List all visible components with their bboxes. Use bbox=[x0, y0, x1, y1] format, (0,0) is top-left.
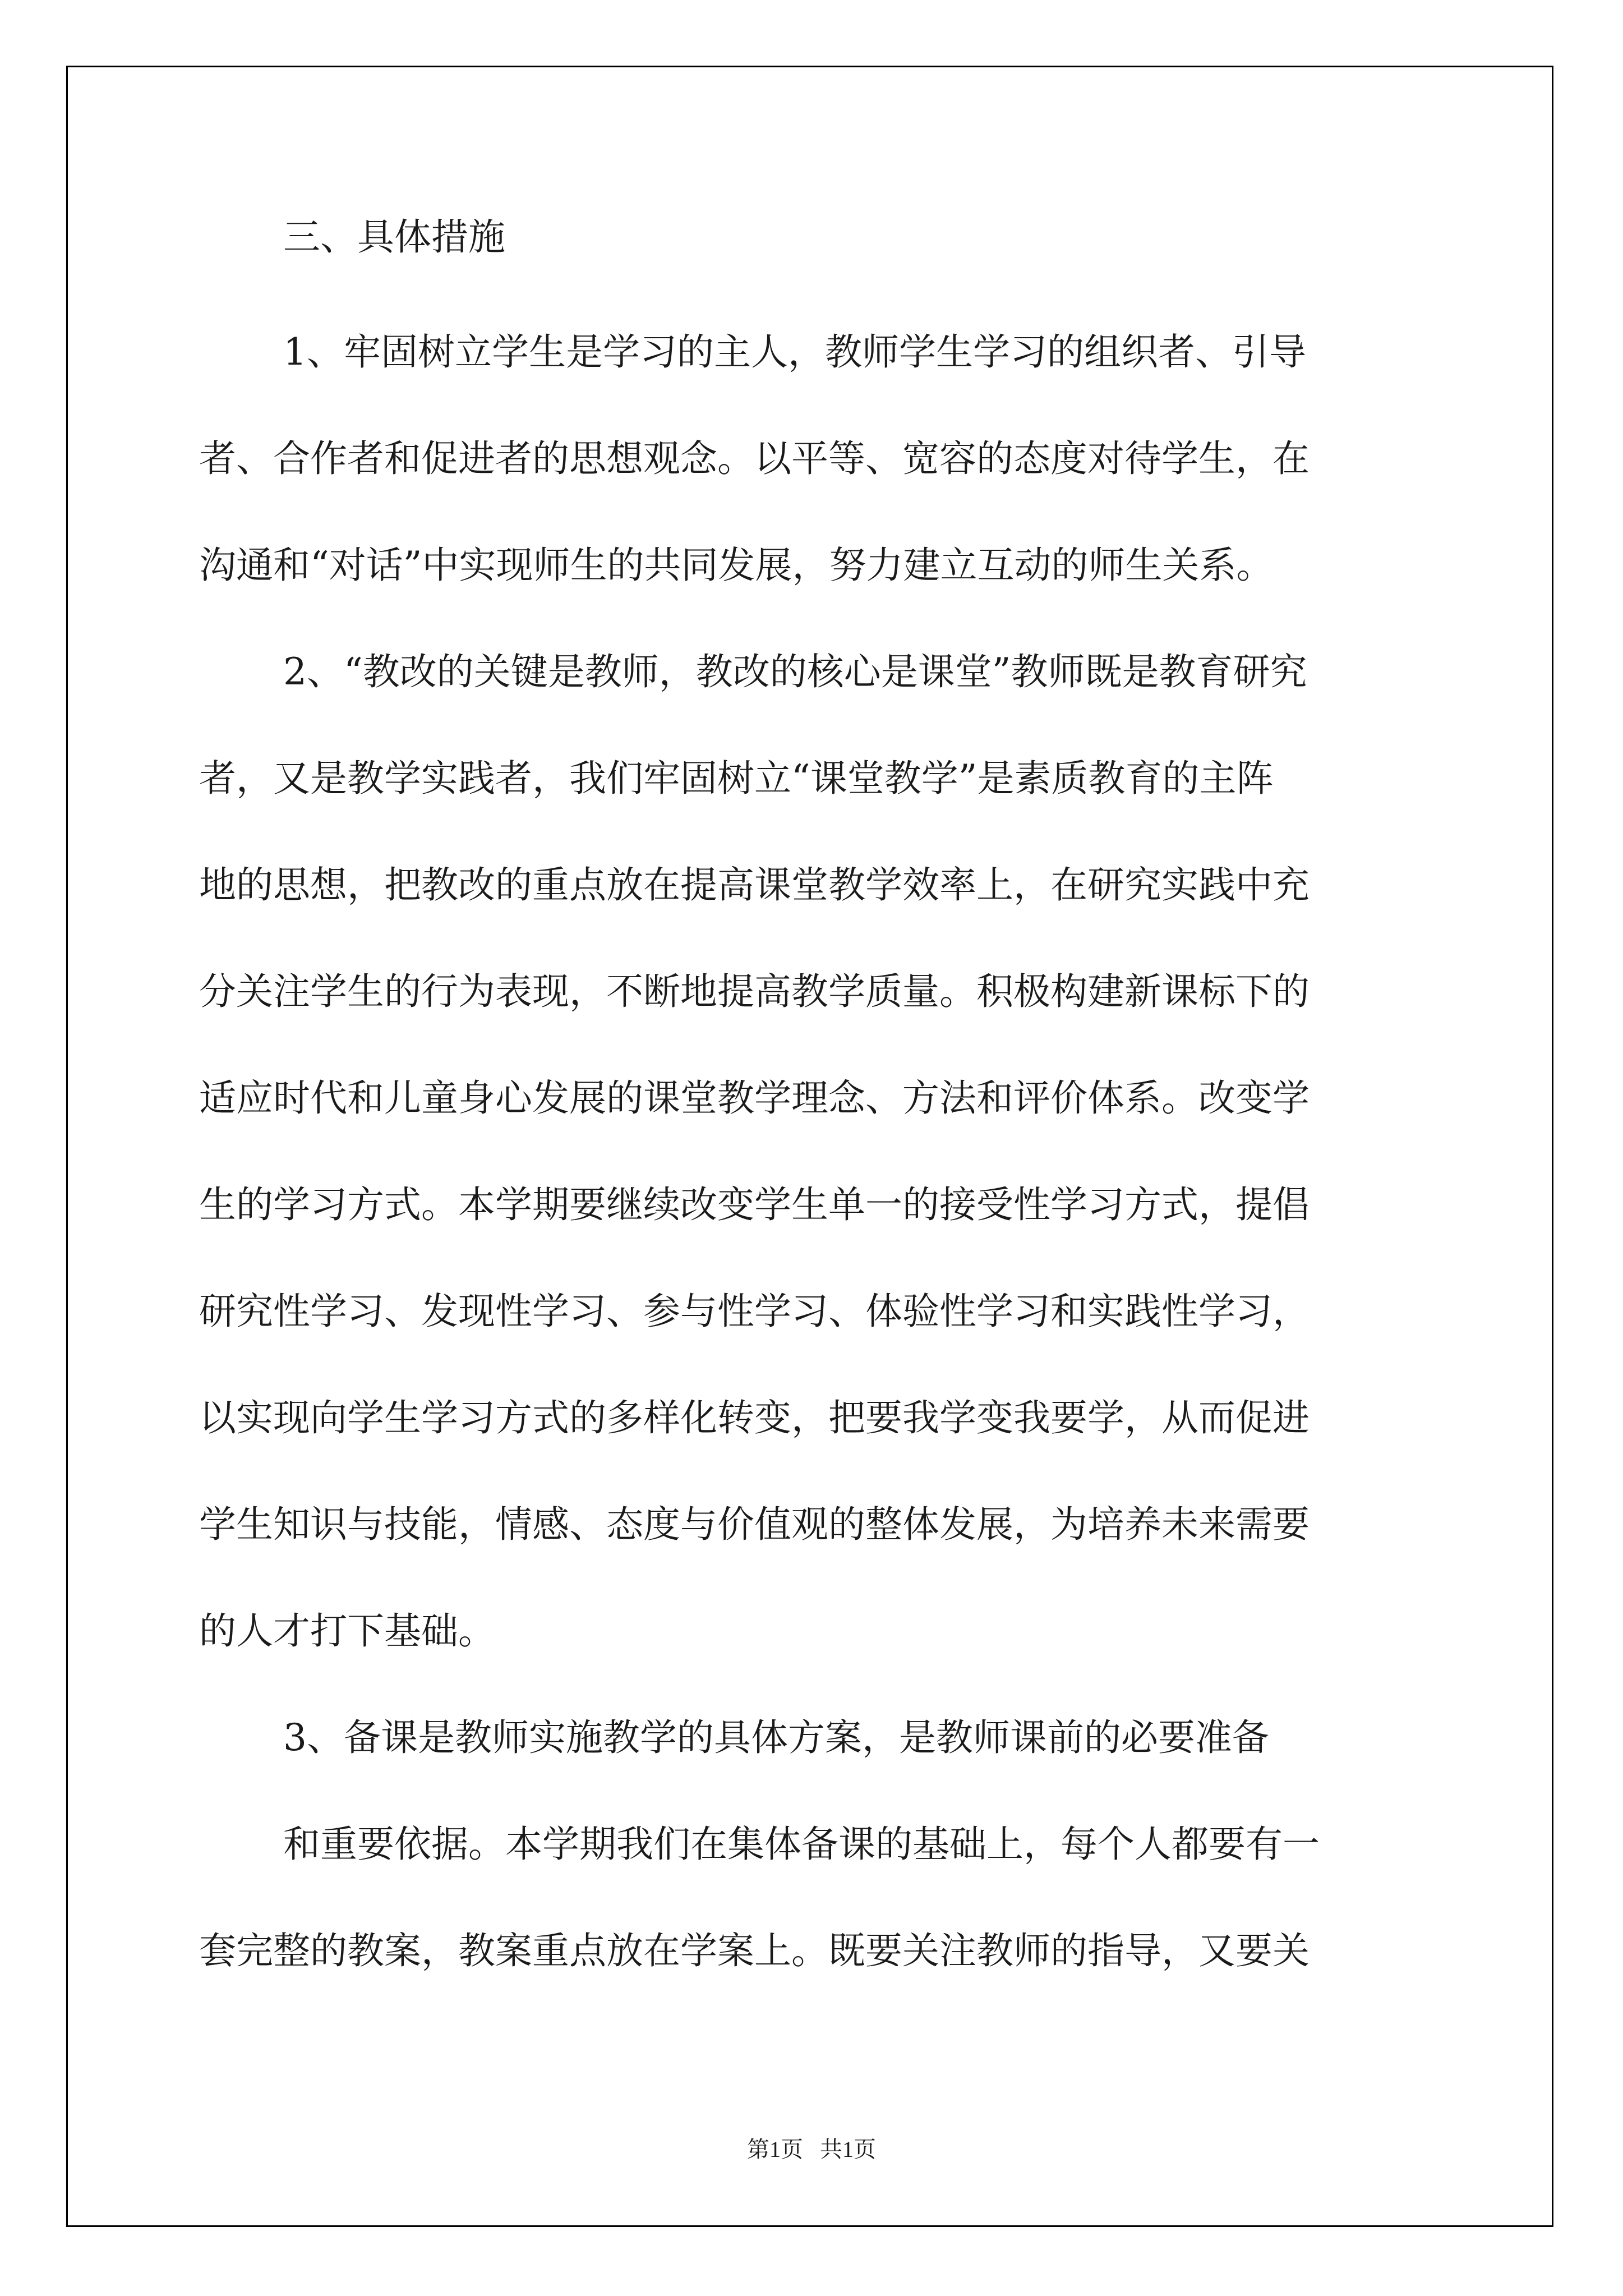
text-line: 1、牢固树立学生是学习的主人，教师学生学习的组织者、引导 bbox=[283, 330, 1306, 374]
text-line: 和重要依据。本学期我们在集体备课的基础上，每个人都要有一 bbox=[283, 1823, 1320, 1866]
text-line: 学生知识与技能，情感、态度与价值观的整体发展，为培养未来需要 bbox=[199, 1503, 1310, 1546]
text-line: 2、“教改的关键是教师，教改的核心是课堂”教师既是教育研究 bbox=[283, 650, 1307, 693]
text-line: 适应时代和儿童身心发展的课堂教学理念、方法和评价体系。改变学 bbox=[199, 1076, 1310, 1120]
text-line: 地的思想，把教改的重点放在提高课堂教学效率上，在研究实践中充 bbox=[199, 863, 1310, 907]
text-line: 的人才打下基础。 bbox=[199, 1609, 495, 1653]
page-border bbox=[66, 66, 1553, 2227]
text-line: 生的学习方式。本学期要继续改变学生单一的接受性学习方式，提倡 bbox=[199, 1183, 1310, 1226]
section-heading: 三、具体措施 bbox=[283, 215, 505, 259]
text-line: 分关注学生的行为表现，不断地提高教学质量。积极构建新课标下的 bbox=[199, 970, 1310, 1013]
text-line: 者，又是教学实践者，我们牢固树立“课堂教学”是素质教育的主阵 bbox=[199, 757, 1274, 800]
text-line: 者、合作者和促进者的思想观念。以平等、宽容的态度对待学生，在 bbox=[199, 437, 1310, 480]
text-line: 研究性学习、发现性学习、参与性学习、体验性学习和实践性学习， bbox=[199, 1290, 1310, 1333]
page-number-footer: 第1页 共1页 bbox=[747, 2137, 876, 2162]
text-line: 套完整的教案，教案重点放在学案上。既要关注教师的指导，又要关 bbox=[199, 1929, 1310, 1972]
text-line: 以实现向学生学习方式的多样化转变，把要我学变我要学，从而促进 bbox=[199, 1396, 1310, 1439]
text-line: 3、备课是教师实施教学的具体方案，是教师课前的必要准备 bbox=[283, 1716, 1269, 1759]
text-line: 沟通和“对话”中实现师生的共同发展，努力建立互动的师生关系。 bbox=[199, 544, 1274, 587]
